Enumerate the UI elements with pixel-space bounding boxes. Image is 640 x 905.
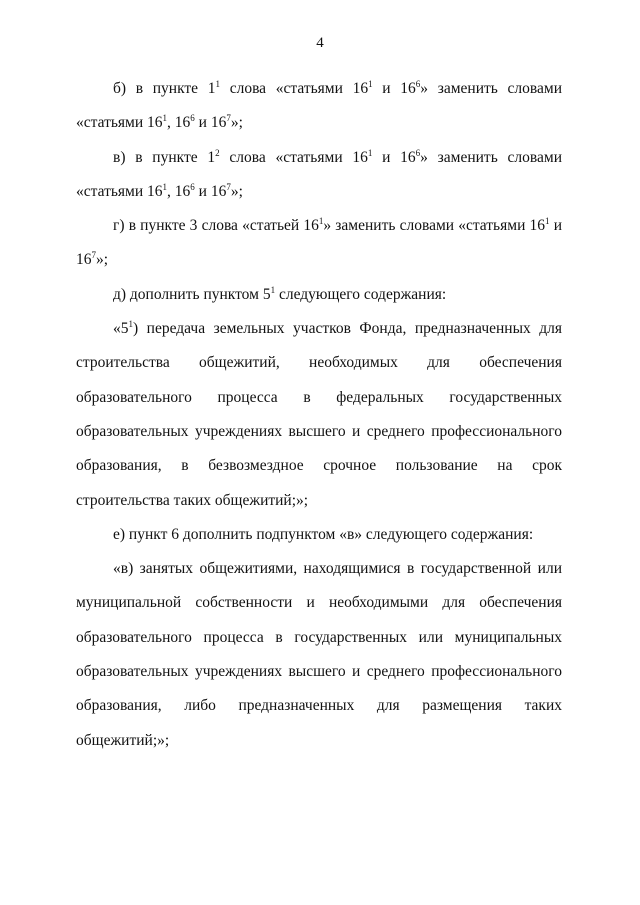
superscript: 1	[162, 181, 168, 192]
superscript: 1	[162, 113, 168, 124]
item-g-line-2	[76, 243, 562, 277]
item-v-line-1	[76, 141, 562, 175]
text: «статьями 16	[76, 114, 163, 132]
document-body	[76, 72, 562, 758]
text: »;	[230, 182, 243, 200]
text: и 16	[372, 80, 416, 97]
item-v-line-2	[76, 175, 562, 209]
item-b-line-2	[76, 106, 562, 140]
superscript: 1	[318, 216, 324, 227]
text: » заменить словами	[420, 80, 562, 97]
text: »;	[230, 114, 243, 132]
item-d-quote	[76, 312, 562, 518]
superscript: 1	[270, 284, 276, 295]
text: д) дополнить пунктом 5	[113, 285, 271, 303]
text: г) в пункте 3 слова «статьей 16	[113, 217, 319, 235]
superscript: 1	[545, 216, 550, 227]
superscript: 7	[91, 250, 96, 261]
text: » заменить словами «статьями 16	[323, 217, 546, 235]
item-g-line-1	[76, 209, 562, 243]
item-e: е) пункт 6 дополнить подпунктом «в» следующего содержания:	[113, 525, 534, 543]
text: в) в пункте 1	[113, 148, 216, 166]
superscript: 1	[367, 147, 373, 158]
text: » заменить словами	[420, 148, 562, 166]
text: слова «статьями 16	[220, 80, 369, 97]
superscript: 1	[368, 79, 373, 89]
superscript: 1	[215, 79, 221, 89]
text: , 16	[167, 114, 191, 132]
item-d	[76, 278, 562, 312]
superscript: 2	[215, 147, 220, 158]
superscript: 7	[226, 181, 231, 192]
superscript: 6	[190, 181, 195, 192]
text: и	[549, 217, 563, 235]
item-b-line-1	[76, 72, 562, 106]
page-number: 4	[316, 35, 324, 51]
text: слова «статьями 16	[219, 148, 368, 166]
text: «5	[113, 320, 129, 338]
text: «статьями 16	[76, 182, 163, 200]
superscript: 6	[415, 147, 421, 158]
text: б) в пункте 1	[113, 80, 216, 97]
superscript: 1	[128, 319, 133, 330]
superscript: 7	[226, 113, 231, 124]
superscript: 6	[190, 113, 195, 124]
superscript: 6	[415, 79, 421, 89]
text: и 16	[372, 148, 416, 166]
item-e-quote: «в) занятых общежитиями, находящимися в государственной или муниципальной собственности и необходимыми для обеспечения образовательного процесса в государственных или муниципальных образовательных учреждениях высшего и среднего профессионального образования, либо предназначенных для размещения таких общежитий;»;	[76, 560, 562, 749]
text: 16	[76, 251, 92, 269]
text: ) передача земельных участков Фонда, предназначенных для строительства общежитий, необходимых для обеспечения образовательного процесса в федеральных государственных образовательных учреждениях высшего и среднего профессионального образования, в безвозмездное срочное пользование на срок строительства таких общежитий;»;	[76, 320, 562, 509]
text: »;	[96, 251, 109, 269]
text: , 16	[167, 182, 191, 200]
text: и 16	[194, 114, 227, 132]
text: и 16	[194, 182, 227, 200]
text: следующего содержания:	[275, 285, 447, 303]
